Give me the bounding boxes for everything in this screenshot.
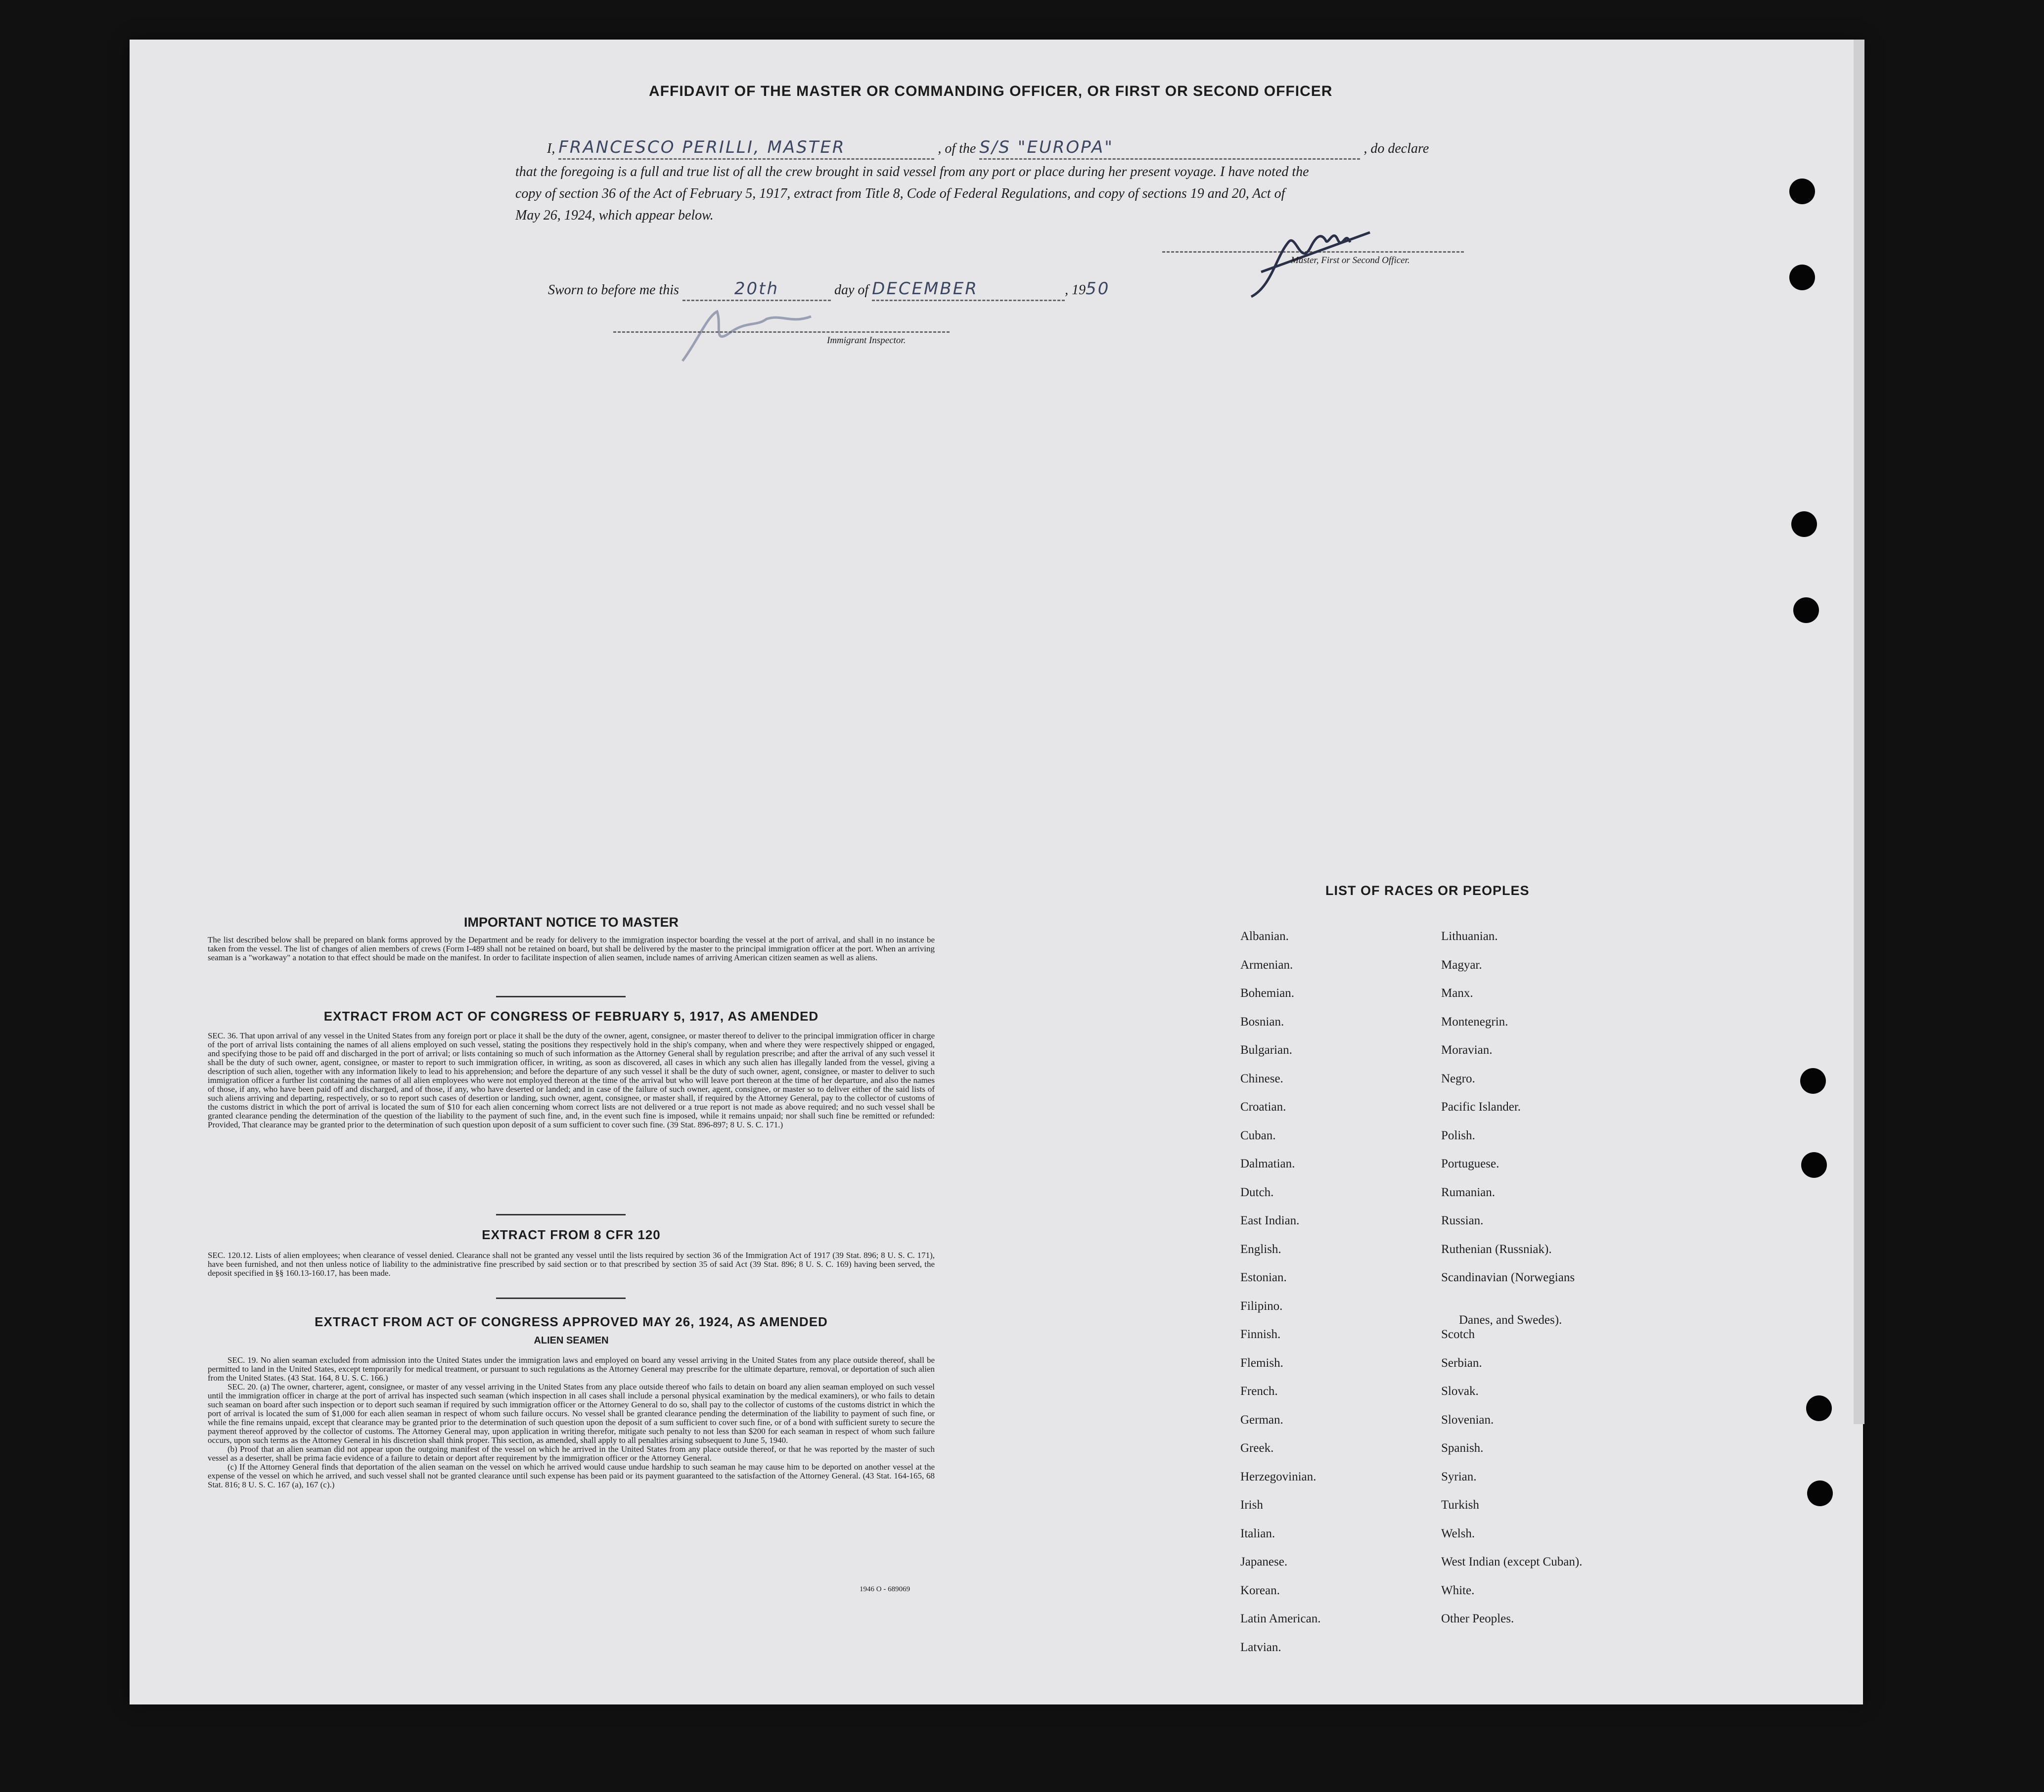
extract-1924-p3: (b) Proof that an alien seaman did not appear upon the outgoing manifest of the vessel on which he arrived in the United States from any place outside thereof, or that he was reported by the master of such vessel as a deserter, shall be prima facie evidence of a failure to detain or deport after requirement by the immigration officer or the Attorney General. xyxy=(208,1444,935,1463)
race-item: Croatian. xyxy=(1240,1100,1286,1114)
race-item: Slovenian. xyxy=(1441,1413,1494,1427)
race-item: Japanese. xyxy=(1240,1555,1288,1568)
binder-hole xyxy=(1789,179,1815,204)
sworn-prefix: Sworn to before me this xyxy=(548,282,679,298)
race-item: Magyar. xyxy=(1441,958,1482,972)
race-item: Lithuanian. xyxy=(1441,930,1498,943)
year-prefix: , 19 xyxy=(1065,282,1086,298)
race-item: Turkish xyxy=(1441,1498,1479,1512)
extract-1917-body: SEC. 36. That upon arrival of any vessel in the United States from any foreign port or place it shall be the duty of the owner, agent, consignee, or master thereof to deliver to the principal immigration officer in charge of the port of arrival lists containing the names of all aliens employed on such vessel, stating the positions they respectively hold in the ship's company, when and where they were respectively shipped or engaged, and specifying those to be paid off and discharged in the port of arrival; or lists containing so much of such information as the Attorney General shall by regulation prescribe; and after the arrival of any such vessel it shall be the duty of such owner, agent, consignee, or master to report to such immigration officer, in writing, as soon as discovered, all cases in which any such alien has illegally landed from the vessel, giving a description of such alien, together with any information likely to lead to his apprehension; and before the departure of any such vessel it shall be the duty of such owner, agent, consignee, or master to deliver to such immigration officer a further list containing the names of all alien employees who were not employed thereon at the time of the arrival but who will leave port thereon at the time of her departure, and also the names of those, if any, who have been paid off and discharged, and of those, if any, who have deserted or landed; and in case of the failure of such owner, agent, consignee, or master so to deliver either of the said lists of such aliens arriving and departing, respectively, or so to report such cases of desertion or landing, such owner, agent, consignee, or master shall, if required by the Attorney General, pay to the collector of customs of the customs district in which the port of arrival is located the sum of $10 for each alien concerning whom correct lists are not delivered or a true report is not made as above required; and no such vessel shall be granted clearance pending the determination of the question of the liability to the payment of such fine, and, in the event such fine is imposed, while it remains unpaid; nor shall such fine be remitted or refunded: Provided, That clearance may be granted prior to the determination of such question upon deposit of a sum sufficient to cover such fine. (39 Stat. 896-897; 8 U. S. C. 171.) xyxy=(208,1031,935,1129)
sworn-month: DECEMBER xyxy=(872,278,1065,301)
race-item: Other Peoples. xyxy=(1441,1612,1514,1625)
affidavit-line-2: that the foregoing is a full and true list of all the crew brought in said vessel from any port or place during her present voyage. I have noted the xyxy=(515,164,1309,179)
race-item: Manx. xyxy=(1441,986,1473,1000)
sworn-day: 20th xyxy=(682,278,831,301)
race-item: Slovak. xyxy=(1441,1385,1479,1398)
extract-1924-p2: SEC. 20. (a) The owner, charterer, agent, consignee, or master of any vessel arriving in the United States from any place outside thereof who fails to detain on board any alien seaman employed on such vessel until the immigration officer in charge at the port of arrival has inspected such seaman (which inspection in all cases shall include a personal physical examination by the medical examiners), or who fails to detain such seaman on board after such inspection or to deport such seaman if required by such immigration officer or the Attorney General to do so, shall pay to the collector of customs of the customs district in which the port of arrival is located the sum of $1,000 for each alien seaman in respect of whom such failure occurs. No vessel shall be granted clearance pending the determination of the liability to payment of such fine, or while the fine remains unpaid, except that clearance may be granted prior to the determination of such question upon the deposit of a sum sufficient to cover such fine, or of a bond with sufficient surety to secure the payment thereof approved by the collector of customs. The Attorney General may, upon application in writing therefor, mitigate such penalty to not less than $200 for each seaman in respect of whom such failure occurs, upon such terms as the Attorney General in his discretion shall think proper. This section, as amended, shall apply to all penalties arising subsequent to June 5, 1940. xyxy=(208,1382,935,1445)
race-item: French. xyxy=(1240,1385,1278,1398)
extract-1924-p4: (c) If the Attorney General finds that deportation of the alien seaman on the vessel on which he arrived would cause undue hardship to such seaman he may cause him to be deported on another vessel at the expense of the vessel on which he arrived, and such vessel shall not be granted clearance until such expense has been paid or its payment guaranteed to the satisfaction of the Attorney General. (43 Stat. 164-165, 68 Stat. 816; 8 U. S. C. 167 (a), 167 (c).) xyxy=(208,1462,935,1489)
race-item: Albanian. xyxy=(1240,930,1289,943)
section-divider xyxy=(496,996,626,997)
extract-1924-subtitle: ALIEN SEAMEN xyxy=(534,1335,609,1346)
race-item: Welsh. xyxy=(1441,1526,1475,1540)
race-item: Finnish. xyxy=(1240,1328,1281,1341)
race-item: English. xyxy=(1240,1242,1281,1256)
race-item: Polish. xyxy=(1441,1128,1475,1142)
binder-hole xyxy=(1791,511,1817,537)
race-item: Spanish. xyxy=(1441,1441,1484,1455)
race-item: Moravian. xyxy=(1441,1043,1493,1057)
race-item: Scandinavian (Norwegians xyxy=(1441,1271,1575,1284)
race-item: Cuban. xyxy=(1240,1128,1276,1142)
race-item: Bosnian. xyxy=(1240,1015,1284,1029)
binder-hole xyxy=(1806,1395,1832,1421)
race-item: Ruthenian (Russniak). xyxy=(1441,1242,1552,1256)
affidavit-line-1 xyxy=(547,136,1429,160)
binder-hole xyxy=(1807,1480,1833,1506)
race-item: Pacific Islander. xyxy=(1441,1100,1521,1114)
section-divider xyxy=(496,1298,626,1299)
page-crease xyxy=(1854,40,1864,1424)
inspector-signature xyxy=(663,297,841,371)
affidavit-line-4: May 26, 1924, which appear below. xyxy=(515,208,714,223)
race-item: Russian. xyxy=(1441,1214,1484,1227)
affidavit-line-3: copy of section 36 of the Act of February 5, 1917, extract from Title 8, Code of Federal Regulations, and copy of sections 19 and 20, Act of xyxy=(515,186,1285,201)
print-code: 1946 O - 689069 xyxy=(860,1585,910,1593)
vessel-name: S/S "EUROPA" xyxy=(979,136,1360,160)
race-item: Herzegovinian. xyxy=(1240,1470,1317,1483)
do-declare-text: , do declare xyxy=(1363,141,1429,156)
section-divider xyxy=(496,1214,626,1215)
race-item: East Indian. xyxy=(1240,1214,1300,1227)
race-item: Greek. xyxy=(1240,1441,1274,1455)
extract-1924-title: EXTRACT FROM ACT OF CONGRESS APPROVED MAY 26, 1924, AS AMENDED xyxy=(315,1314,828,1329)
master-name: FRANCESCO PERILLI, MASTER xyxy=(558,136,934,160)
affidavit-title: AFFIDAVIT OF THE MASTER OR COMMANDING OFFICER, OR FIRST OR SECOND OFFICER xyxy=(649,83,1333,99)
day-of-text: day of xyxy=(834,282,869,298)
race-item: Chinese. xyxy=(1240,1072,1283,1085)
extract-8cfr-title: EXTRACT FROM 8 CFR 120 xyxy=(482,1227,661,1242)
race-item: Bulgarian. xyxy=(1240,1043,1292,1057)
race-item: Portuguese. xyxy=(1441,1157,1499,1170)
race-item: West Indian (except Cuban). xyxy=(1441,1555,1583,1568)
race-item: Scotch xyxy=(1441,1328,1475,1341)
extract-8cfr-body: SEC. 120.12. Lists of alien employees; when clearance of vessel denied. Clearance shall not be granted any vessel until the lists required by section 36 of the Immigration Act of 1917 (39 Stat. 896; 8 U. S. C. 171), have been furnished, and not then unless notice of liability to the administrative fine prescribed by said section or to that prescribed by section 35 of said Act (39 Stat. 896; 8 U. S. C. 169) having been served, the deposit specified in §§ 160.13-160.17, has been made. xyxy=(208,1251,935,1278)
race-item: Estonian. xyxy=(1240,1271,1287,1284)
races-title: LIST OF RACES OR PEOPLES xyxy=(1325,883,1530,898)
race-item: Latin American. xyxy=(1240,1612,1321,1625)
sworn-year: 50 xyxy=(1086,279,1110,299)
race-item: Serbian. xyxy=(1441,1356,1482,1370)
race-item: Dutch. xyxy=(1240,1185,1274,1199)
race-item: Bohemian. xyxy=(1240,986,1295,1000)
race-item: Filipino. xyxy=(1240,1299,1283,1313)
extract-1924-p1: SEC. 19. No alien seaman excluded from admission into the United States under the immigration laws and employed on board any vessel arriving in the United States from any place outside thereof, shall be permitted to land in the United States, except temporarily for medical treatment, or pursuant to such regulations as the Attorney General may prescribe for the ultimate departure, removal, or deportation of such alien from the United States. (43 Stat. 164, 8 U. S. C. 166.) xyxy=(208,1355,935,1383)
race-item: Dalmatian. xyxy=(1240,1157,1295,1170)
notice-title: IMPORTANT NOTICE TO MASTER xyxy=(464,915,679,930)
notice-body: The list described below shall be prepared on blank forms approved by the Department and be ready for delivery to the immigration inspector boarding the vessel at the port of arrival, and shall in no instance be taken from the vessel. The list of changes of alien members of crews (Form I-489 shall not be retained on board, but shall be delivered by the master to the principal immigration officer at the port. When an arriving seaman is a "workaway" a notation to that effect should be made on the manifest. In order to facilitate inspection of alien seamen, include names of arriving American citizen seamen as well as aliens. xyxy=(208,935,935,962)
binder-hole xyxy=(1801,1152,1827,1178)
race-item: Irish xyxy=(1240,1498,1263,1512)
race-item: Montenegrin. xyxy=(1441,1015,1508,1029)
inspector-signature-line xyxy=(613,331,950,333)
race-item: Latvian. xyxy=(1240,1640,1281,1654)
extract-1924-body xyxy=(208,1356,935,1489)
binder-hole xyxy=(1793,597,1819,623)
race-item: Syrian. xyxy=(1441,1470,1477,1483)
inspector-caption: Immigrant Inspector. xyxy=(827,335,906,346)
race-item: Rumanian. xyxy=(1441,1185,1496,1199)
signer-caption: Master, First or Second Officer. xyxy=(1291,255,1410,266)
race-item: Flemish. xyxy=(1240,1356,1283,1370)
binder-hole xyxy=(1789,265,1815,290)
race-item: Italian. xyxy=(1240,1526,1275,1540)
race-item: Armenian. xyxy=(1240,958,1293,972)
affidavit-prefix: I, xyxy=(547,141,555,156)
extract-1917-title: EXTRACT FROM ACT OF CONGRESS OF FEBRUARY 5, 1917, AS AMENDED xyxy=(323,1009,819,1024)
race-item: Danes, and Swedes). xyxy=(1459,1313,1562,1327)
race-item: Negro. xyxy=(1441,1072,1475,1085)
race-item: Korean. xyxy=(1240,1583,1280,1597)
race-item: German. xyxy=(1240,1413,1283,1427)
binder-hole xyxy=(1800,1068,1826,1094)
race-item: White. xyxy=(1441,1583,1475,1597)
of-the-text: , of the xyxy=(938,141,976,156)
